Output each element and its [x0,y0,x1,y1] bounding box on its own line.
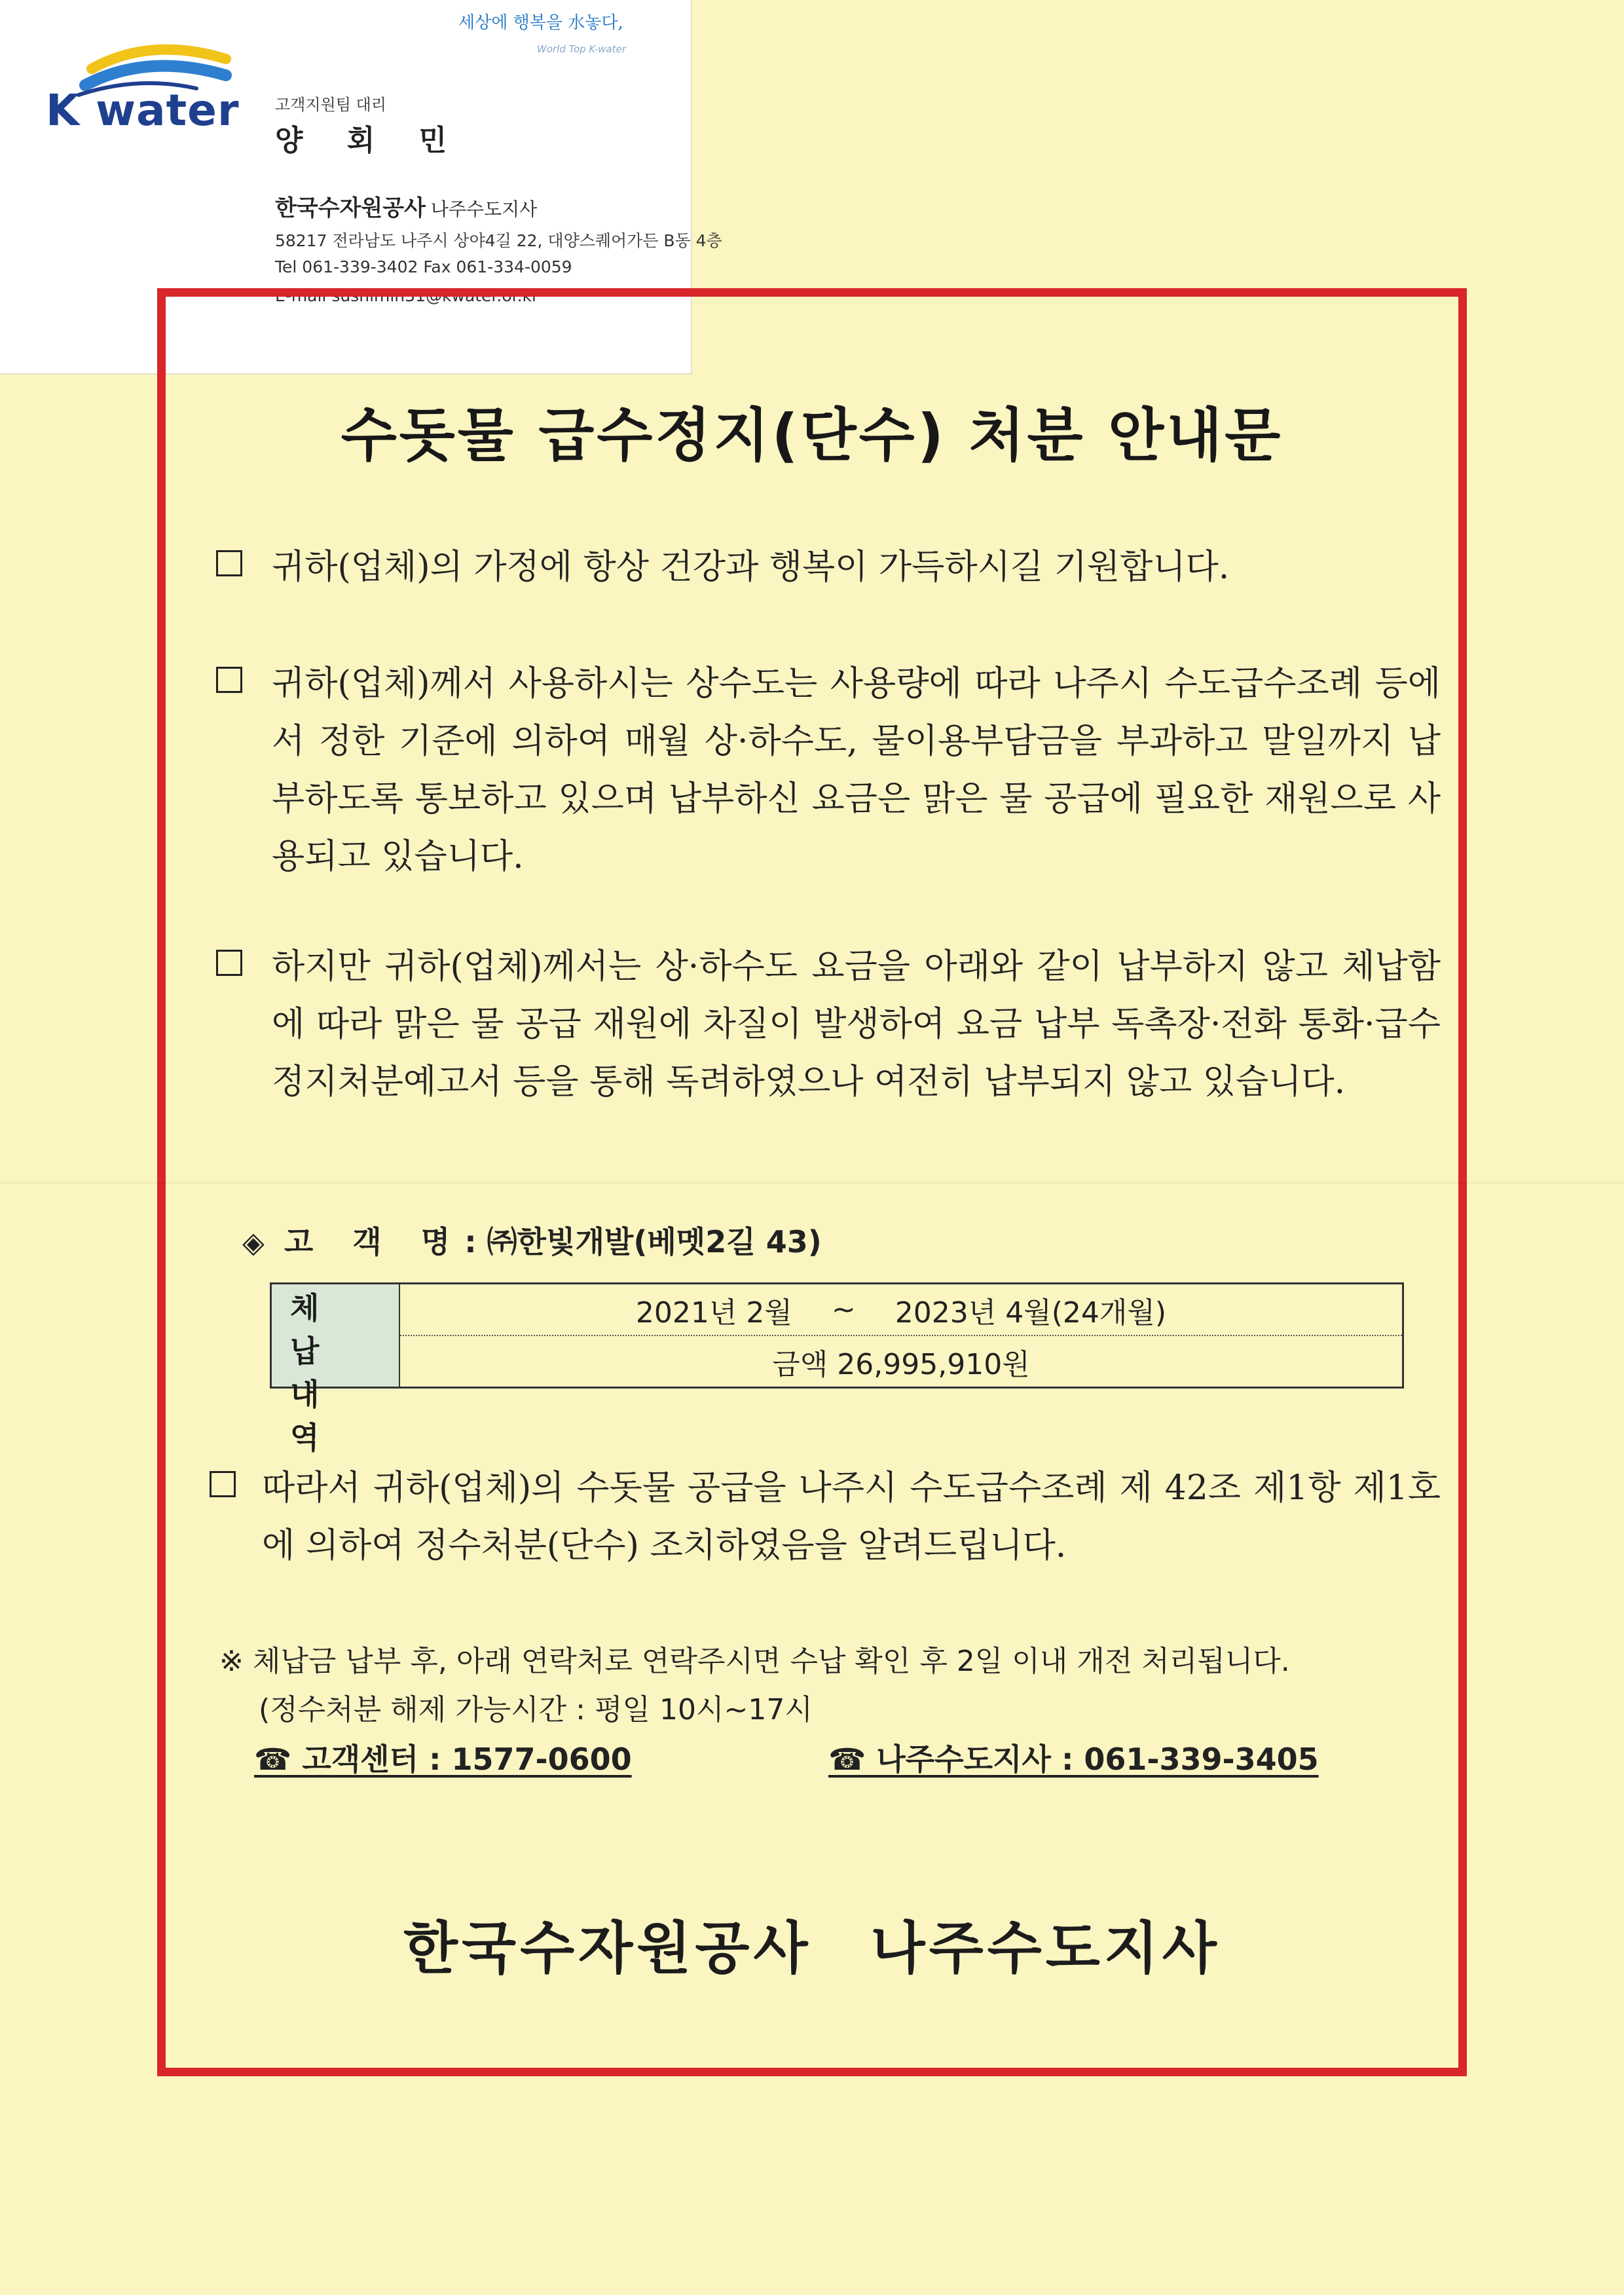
arrears-amount-row [400,1335,1402,1387]
paragraph-4 [210,1459,1441,1575]
checkbox-icon [216,667,242,693]
notice-title: 수돗물 급수정지(단수) 처분 안내문 [341,401,1283,469]
card-org-branch: 나주수도지사 [430,198,538,220]
checkbox-icon [210,1471,236,1497]
arrears-body [400,1284,1402,1387]
note-line-2: (정수처분 해제 가능시간 : 평일 10시~17시 [259,1693,813,1726]
paragraph-1 [210,538,1441,596]
arrears-period-row [400,1284,1402,1335]
footer-branch-name: 나주수도지사 [870,1915,1221,1981]
period-from: 2021년 2월 [635,1296,792,1330]
slogan: 세상에 행복을 水놓다, [458,13,623,33]
card-address: 58217 전라남도 나주시 상야4길 22, 대양스퀘어가든 B동 4층 [275,231,722,250]
card-role: 고객지원팀 대리 [275,96,386,114]
note-line-1: ※ 체납금 납부 후, 아래 연락처로 연락주시면 수납 확인 후 2일 이내 개전 처리됩니다. [219,1645,1290,1678]
card-name: 양 회 민 [275,124,464,157]
footer-org [157,1903,1467,1984]
card-tel-fax: Tel 061-339-3402 Fax 061-334-0059 [275,257,572,276]
arrears-head [272,1284,400,1455]
fold-line [0,1182,1624,1184]
footer-org-name: 한국수자원공사 [403,1915,812,1981]
paragraph-2 [210,655,1441,886]
diamond-icon: ◈ [242,1226,265,1259]
paragraph-text: 따라서 귀하(업체)의 수돗물 공급을 나주시 수도급수조례 제 42조 제1항 제1호에 의하여 정수처분(단수) 조치하였음을 알려드립니다. [262,1468,1441,1565]
paragraph-text: 귀하(업체)께서 사용하시는 상수도는 사용량에 따라 나주시 수도급수조례 등에서 정한 기준에 의하여 매월 상·하수도, 물이용부담금을 부과하고 말일까지 납부하도록 통보하고 있으며 납부하신 요금은 맑은 물 공급에 필요한 재원으로 사용되고 있습니다. [272,664,1441,876]
card-email: E-mail sushimin31@kwater.or.kr [275,286,539,305]
checkbox-icon [216,550,242,576]
contact-customer-center: ☎ 고객센터 : 1577-0600 [254,1742,632,1777]
customer-line [242,1218,822,1261]
card-org [275,190,537,222]
arrears-table [270,1282,1404,1455]
paragraph-text: 하지만 귀하(업체)께서는 상·하수도 요금을 아래와 같이 납부하지 않고 체납함에 따라 맑은 물 공급 재원에 차질이 발생하여 요금 납부 독촉장·전화 통화·급수정지처분예고서 등을 통해 독려하였으나 여전히 납부되지 않고 있습니다. [272,947,1441,1102]
paragraph-text: 귀하(업체)의 가정에 항상 건강과 행복이 가득하시길 기원합니다. [272,548,1230,587]
slogan-sub: World Top K-water [537,43,626,55]
arrears-amount: 금액 26,995,910원 [772,1347,1030,1381]
card-org-name: 한국수자원공사 [275,195,426,221]
logo-text: K water [46,85,240,136]
period-to: 2023년 4월(24개월) [895,1296,1167,1330]
checkbox-icon [216,950,242,976]
contact-branch: ☎ 나주수도지사 : 061-339-3405 [828,1742,1319,1777]
customer-label: 고 객 명 [284,1224,465,1259]
kwater-logo [39,39,242,138]
arrears-head-top: 체 납 [290,1290,338,1369]
period-separator: ~ [831,1293,856,1326]
arrears-head-bottom: 내 역 [290,1377,338,1455]
paragraph-3 [210,938,1441,1111]
customer-value: : ㈜한빛개발(베멧2길 43) [464,1224,822,1259]
